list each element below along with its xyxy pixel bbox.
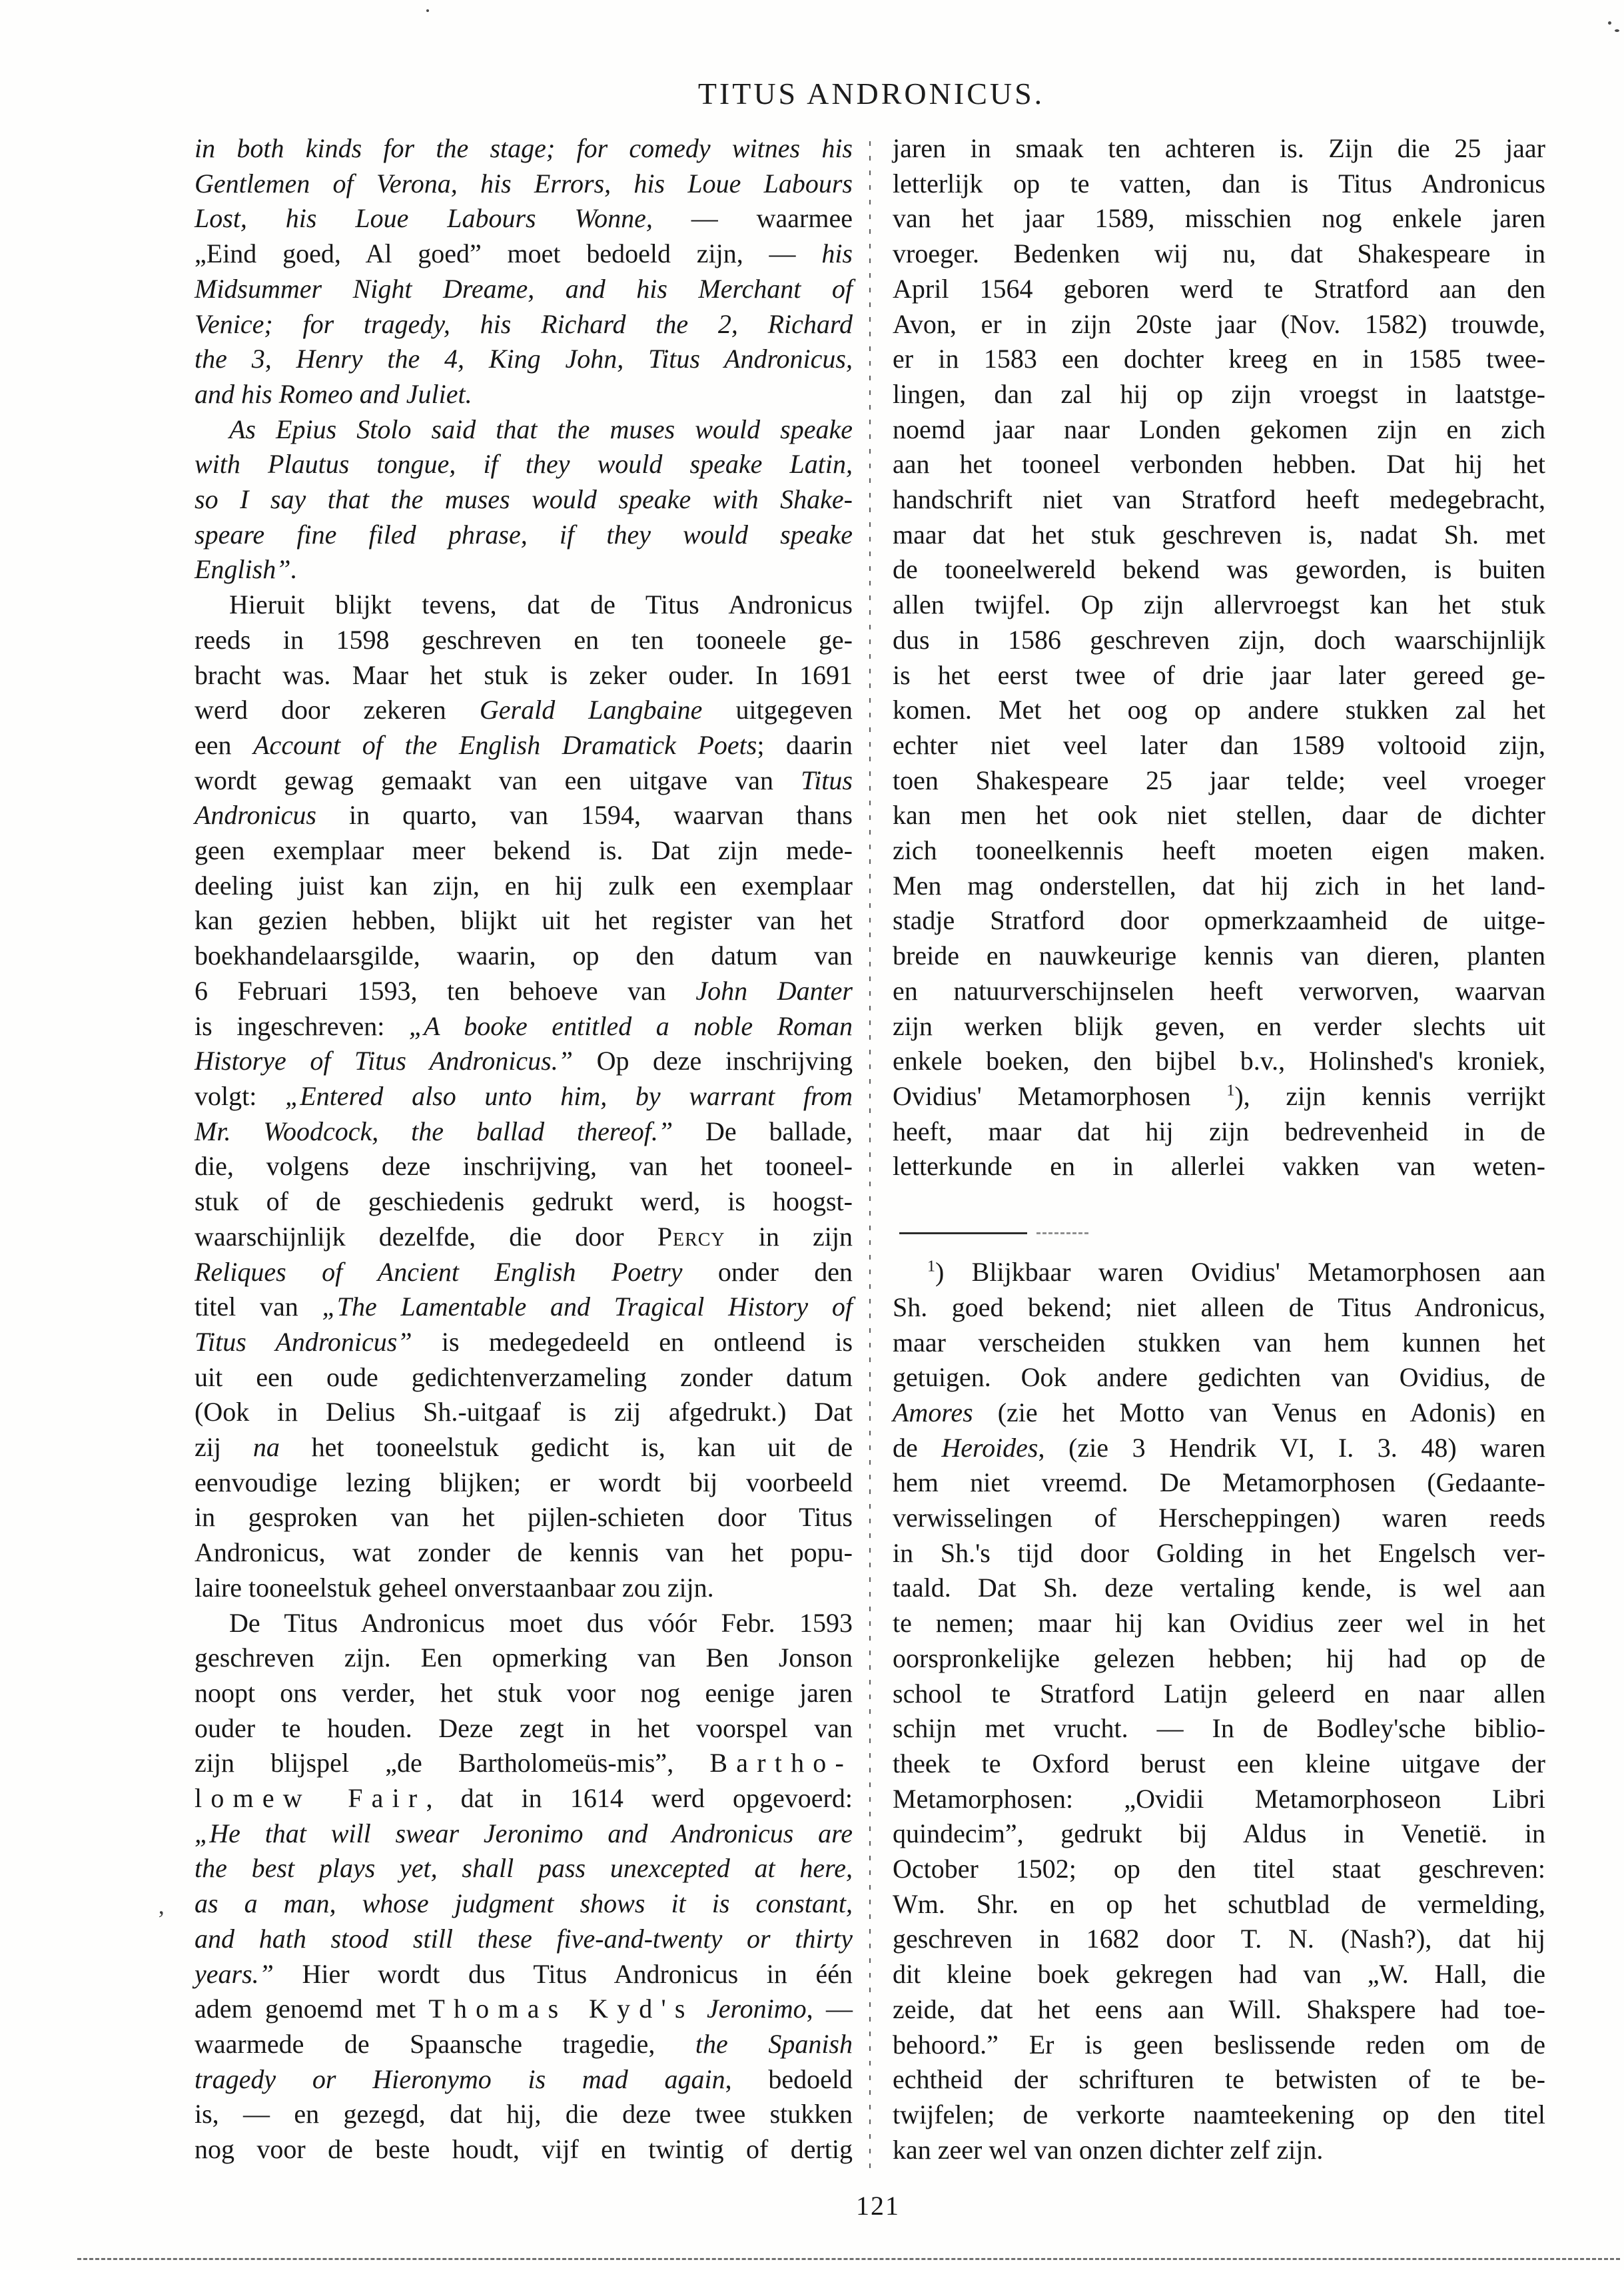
text-line: speare fine filed phrase, if they would speake xyxy=(195,519,853,550)
text-line: laire tooneelstuk geheel onverstaanbaar zou zijn. xyxy=(195,1572,714,1603)
text-line: schijn met vrucht. — In de Bodley'sche biblio- xyxy=(893,1713,1545,1744)
text-line: Mr. Woodcock, the ballad thereof.” De ballade, xyxy=(195,1116,853,1146)
scan-speck-artifact xyxy=(1608,21,1611,25)
text-line: letterlijk op te vatten, dan is Titus Andronicus xyxy=(893,168,1545,198)
text-line: boekhandelaarsgilde, waarin, op den datum van xyxy=(195,941,853,971)
text-line: the best plays yet, shall pass unexcepted at here, xyxy=(195,1853,853,1884)
text-line: titel van „The Lamentable and Tragical History of xyxy=(195,1292,853,1322)
text-line: As Epius Stolo said that the muses would speake xyxy=(229,414,853,444)
text-line: reeds in 1598 geschreven en ten tooneele ge- xyxy=(195,624,853,655)
text-line: noopt ons verder, het stuk voor nog eenige jaren xyxy=(195,1677,853,1708)
text-line: April 1564 geboren werd te Stratford aan den xyxy=(893,273,1545,304)
text-line: echter niet veel later dan 1589 voltooid zijn, xyxy=(893,729,1545,760)
text-line: deeling juist kan zijn, en hij zulk een exemplaar xyxy=(195,870,853,901)
text-line: theek te Oxford berust een kleine uitgave der xyxy=(893,1748,1545,1778)
text-line: and hath stood still these five-and-twenty or thirty xyxy=(195,1923,853,1954)
scan-speck-artifact xyxy=(426,9,429,12)
text-line: lomew Fair, dat in 1614 werd opgevoerd: xyxy=(195,1783,853,1814)
text-line: zich tooneelkennis heeft moeten eigen maken. xyxy=(893,835,1545,866)
text-line: Andronicus in quarto, van 1594, waarvan thans xyxy=(195,800,853,831)
text-line: quindecim”, gedrukt bij Aldus in Venetië. in xyxy=(893,1818,1545,1849)
text-line: De Titus Andronicus moet dus vóór Febr. 1593 xyxy=(229,1607,853,1638)
text-line: heeft, maar dat hij zijn bedrevenheid in de xyxy=(893,1116,1545,1146)
page-header: TITUS ANDRONICUS. xyxy=(697,77,1045,111)
column-divider xyxy=(869,141,871,2171)
text-line: Gentlemen of Verona, his Errors, his Loue Labours xyxy=(195,168,853,198)
text-line: getuigen. Ook andere gedichten van Ovidius, de xyxy=(893,1362,1545,1393)
footnote xyxy=(893,1255,1545,2167)
text-line: kan men het ook niet stellen, daar de dichter xyxy=(893,800,1545,831)
text-line: toen Shakespeare 25 jaar telde; veel vroeger xyxy=(893,765,1545,795)
text-line: geschreven zijn. Een opmerking van Ben Jonson xyxy=(195,1643,853,1673)
text-line: Reliques of Ancient English Poetry onder den xyxy=(195,1256,853,1287)
text-line: the 3, Henry the 4, King John, Titus Andronicus, xyxy=(195,344,853,374)
stray-mark-artifact: ’ xyxy=(157,1906,165,1932)
text-line: enkele boeken, den bijbel b.v., Holinshed's kroniek, xyxy=(893,1046,1545,1076)
text-line: vroeger. Bedenken wij nu, dat Shakespeare in xyxy=(893,238,1545,269)
text-line: dit kleine boek gekregen had van „W. Hall, die xyxy=(893,1959,1545,1990)
text-line: Hieruit blijkt tevens, dat de Titus Andronicus xyxy=(229,589,853,620)
text-line: zij na het tooneelstuk gedicht is, kan uit de xyxy=(195,1432,853,1463)
text-line: Historye of Titus Andronicus.” Op deze inschrijving xyxy=(195,1046,853,1076)
text-line: bracht was. Maar het stuk is zeker ouder. In 1691 xyxy=(195,659,853,690)
text-line: is ingeschreven: „A booke entitled a noble Roman xyxy=(195,1010,853,1041)
text-line: stuk of de geschiedenis gedrukt werd, is hoogst- xyxy=(195,1186,853,1217)
text-line: zeide, dat het eens aan Will. Shakspere had toe- xyxy=(893,1994,1545,2024)
text-line: Avon, er in zijn 20ste jaar (Nov. 1582) trouwde, xyxy=(893,308,1545,339)
text-line: twijfelen; de verkorte naamteekening op den titel xyxy=(893,2099,1545,2129)
text-line: die, volgens deze inschrijving, van het tooneel- xyxy=(195,1151,853,1182)
text-line: zijn blijspel „de Bartholomeüs-mis”, Bartho- xyxy=(195,1748,853,1778)
text-line: Sh. goed bekend; niet alleen de Titus Andronicus, xyxy=(893,1292,1545,1322)
text-line: wordt gewag gemaakt van een uitgave van Titus xyxy=(195,765,853,795)
text-line: in gesproken van het pijlen-schieten door Titus xyxy=(195,1502,853,1533)
scan-speck-artifact xyxy=(1615,29,1619,32)
text-line: allen twijfel. Op zijn allervroegst kan het stuk xyxy=(893,589,1545,620)
text-line: letterkunde en in allerlei vakken van weten- xyxy=(893,1151,1545,1182)
text-line: behoord.” Er is geen beslissende reden om de xyxy=(893,2029,1545,2060)
text-line: in Sh.'s tijd door Golding in het Engelsch ver- xyxy=(893,1537,1545,1568)
text-line: stadje Stratford door opmerkzaamheid de uitge- xyxy=(893,905,1545,936)
left-column xyxy=(195,131,853,2167)
text-line: noemd jaar naar Londen gekomen zijn en zich xyxy=(893,414,1545,444)
text-line: „He that will swear Jeronimo and Andronicus are xyxy=(195,1818,853,1848)
text-line: een Account of the English Dramatick Poets; daarin xyxy=(195,729,853,760)
text-line: so I say that the muses would speake with Shake- xyxy=(195,484,853,515)
text-line: oorspronkelijke gelezen hebben; hij had op de xyxy=(893,1643,1545,1673)
text-line: komen. Met het oog op andere stukken zal het xyxy=(893,695,1545,725)
text-line: van het jaar 1589, misschien nog enkele jaren xyxy=(893,203,1545,234)
text-line: echtheid der schrifturen te betwisten of te be- xyxy=(893,2064,1545,2095)
text-line: (Ook in Delius Sh.-uitgaaf is zij afgedrukt.) Dat xyxy=(195,1397,853,1427)
text-line: years.” Hier wordt dus Titus Andronicus in één xyxy=(195,1958,853,1989)
text-line: Ovidius' Metamorphosen $^1$), zijn kennis verrijkt xyxy=(893,1080,1546,1111)
text-line: with Plautus tongue, if they would speake Latin, xyxy=(195,449,853,480)
text-line: dus in 1586 geschreven zijn, doch waarschijnlijk xyxy=(893,624,1545,655)
text-line: volgt: „Entered also unto him, by warrant from xyxy=(195,1080,853,1111)
text-line: aan het tooneel verbonden hebben. Dat hij het xyxy=(893,449,1545,480)
text-line: Wm. Shr. en op het schutblad de vermelding, xyxy=(893,1888,1545,1919)
page-number: 121 xyxy=(856,2191,900,2221)
text-line: ouder te houden. Deze zegt in het voorspel van xyxy=(195,1712,853,1743)
text-line: taald. Dat Sh. deze vertaling kende, is wel aan xyxy=(893,1573,1545,1603)
text-line: lingen, dan zal hij op zijn vroegst in laatstge- xyxy=(893,378,1545,409)
text-line: and his Romeo and Juliet. xyxy=(195,378,472,409)
text-line: Midsummer Night Dreame, and his Merchant of xyxy=(195,273,853,304)
text-line: 6 Februari 1593, ten behoeve van John Danter xyxy=(195,975,853,1006)
right-column-main xyxy=(893,131,1545,1184)
text-line: October 1502; op den titel staat geschreven: xyxy=(893,1854,1545,1884)
text-line: in both kinds for the stage; for comedy witnes his xyxy=(195,133,853,163)
text-line: school te Stratford Latijn geleerd en naar allen xyxy=(893,1678,1545,1708)
text-line: geen exemplaar meer bekend is. Dat zijn mede- xyxy=(195,835,853,866)
text-line: Venice; for tragedy, his Richard the 2, Richard xyxy=(195,308,853,339)
text-line: tragedy or Hieronymo is mad again, bedoeld xyxy=(195,2064,853,2094)
text-line: waarschijnlijk dezelfde, die door Percy in zijn xyxy=(195,1221,853,1252)
text-line: Andronicus, wat zonder de kennis van het popu- xyxy=(195,1537,853,1568)
text-line: de Heroides, (zie 3 Hendrik VI, I. 3. 48) waren xyxy=(893,1432,1545,1463)
text-line: is, — en gezegd, dat hij, die deze twee stukken xyxy=(195,2099,853,2129)
text-line: English”. xyxy=(195,554,298,585)
text-line: er in 1583 een dochter kreeg en in 1585 twee- xyxy=(893,344,1545,374)
text-line: adem genoemd met Thomas Kyd's Jeronimo, — xyxy=(195,1994,853,2024)
text-line: Lost, his Loue Labours Wonne, — waarmee xyxy=(195,203,853,234)
footnote-separator xyxy=(899,1232,1027,1234)
text-line: uit een oude gedichtenverzameling zonder datum xyxy=(195,1361,853,1392)
text-line: Amores (zie het Motto van Venus en Adonis) en xyxy=(893,1397,1545,1427)
text-line: kan gezien hebben, blijkt uit het register van het xyxy=(195,905,853,936)
text-line: geschreven in 1682 door T. N. (Nash?), dat hij xyxy=(893,1924,1545,1954)
text-line: Men mag onderstellen, dat hij zich in het land- xyxy=(893,870,1545,901)
text-line: de tooneelwereld bekend was geworden, is buiten xyxy=(893,554,1545,585)
text-line: waarmede de Spaansche tragedie, the Spanish xyxy=(195,2028,853,2059)
text-line: en natuurverschijnselen heeft verworven, waarvan xyxy=(893,975,1545,1006)
text-line: handschrift niet van Stratford heeft medegebracht, xyxy=(893,484,1545,515)
text-line: te nemen; maar hij kan Ovidius zeer wel in het xyxy=(893,1608,1545,1639)
text-line: $^1$) Blijkbaar waren Ovidius' Metamorphosen aan xyxy=(927,1257,1545,1288)
text-line: jaren in smaak ten achteren is. Zijn die 25 jaar xyxy=(893,133,1545,163)
text-line: eenvoudige lezing blijken; er wordt bij voorbeeld xyxy=(195,1467,853,1497)
text-line: maar dat het stuk geschreven is, nadat Sh. met xyxy=(893,519,1545,550)
text-line: kan zeer wel van onzen dichter zelf zijn. xyxy=(893,2134,1324,2165)
text-line: zijn werken blijk geven, en verder slechts uit xyxy=(893,1010,1545,1041)
text-line: as a man, whose judgment shows it is constant, xyxy=(195,1888,853,1919)
scan-bottom-edge-artifact xyxy=(77,2258,1620,2260)
text-line: werd door zekeren Gerald Langbaine uitgegeven xyxy=(195,695,853,725)
text-line: hem niet vreemd. De Metamorphosen (Gedaante- xyxy=(893,1467,1545,1498)
text-line: is het eerst twee of drie jaar later gereed ge- xyxy=(893,659,1545,690)
right-column xyxy=(893,131,1545,2167)
text-line: verwisselingen of Herscheppingen) waren reeds xyxy=(893,1503,1545,1533)
text-line: maar verscheiden stukken van hem kunnen het xyxy=(893,1327,1545,1357)
text-line: Metamorphosen: „Ovidii Metamorphoseon Libri xyxy=(893,1783,1545,1814)
text-line: breide en nauwkeurige kennis van dieren, planten xyxy=(893,941,1545,971)
text-line: Titus Andronicus” is medegedeeld en ontleend is xyxy=(195,1326,853,1357)
text-line: „Eind goed, Al goed” moet bedoeld zijn, — his xyxy=(195,238,853,269)
text-line: nog voor de beste houdt, vijf en twintig of dertig xyxy=(195,2134,853,2165)
